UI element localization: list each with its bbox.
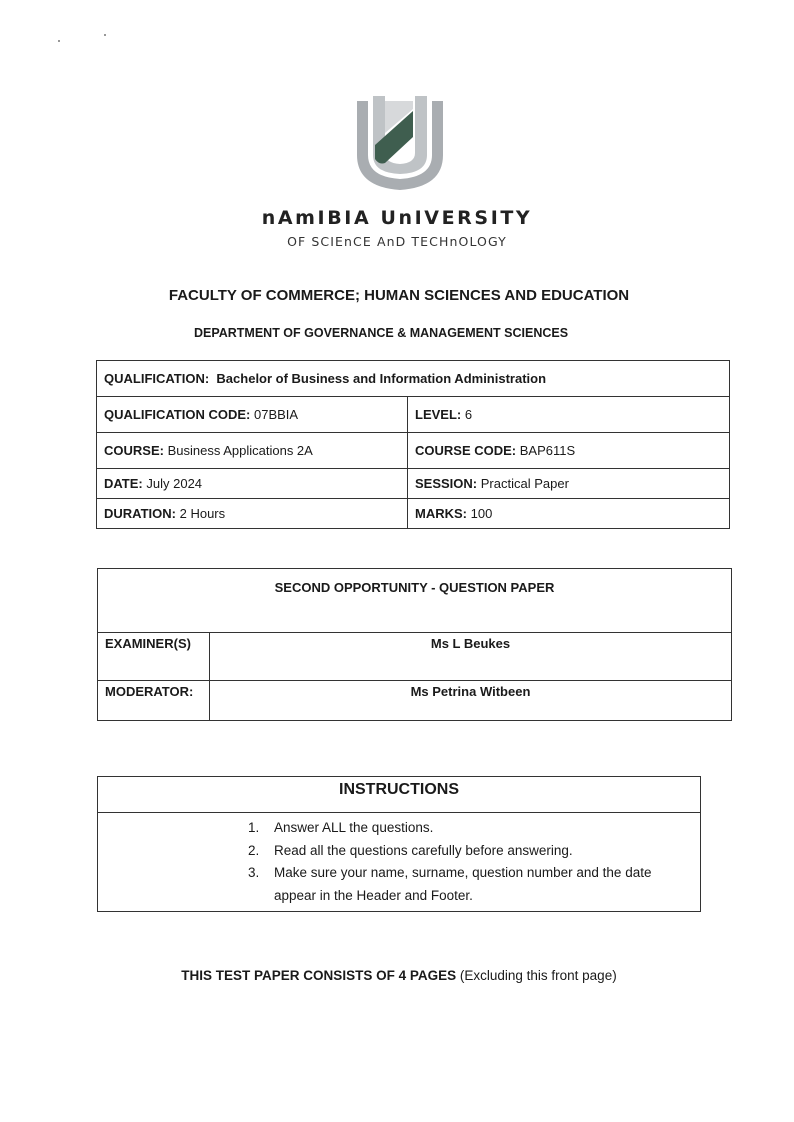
faculty-title: FACULTY OF COMMERCE; HUMAN SCIENCES AND EDUCATION — [168, 287, 630, 304]
level-label: LEVEL: — [415, 407, 462, 422]
instructions-list — [248, 817, 688, 907]
instruction-item — [248, 817, 688, 840]
course-code-label: COURSE CODE: — [415, 443, 517, 458]
course-value: Business Applications 2A — [167, 443, 313, 458]
duration-cell — [97, 499, 408, 529]
marks-cell — [408, 499, 730, 529]
qual-code-value: 07BBIA — [253, 407, 299, 422]
instruction-text: Answer ALL the questions. — [274, 820, 434, 835]
exam-info-table — [97, 568, 732, 721]
examiner-value: Ms L Beukes — [210, 633, 732, 681]
course-cell — [97, 433, 408, 469]
scan-speck — [104, 34, 106, 36]
session-cell — [408, 469, 730, 499]
date-value: July 2024 — [146, 476, 203, 491]
university-subtitle: OF SCIEnCE AnD TECHnOLOGY — [287, 234, 507, 249]
date-cell — [97, 469, 408, 499]
qualification-cell — [97, 361, 730, 397]
instructions-heading: INSTRUCTIONS — [98, 777, 700, 813]
examiner-label: EXAMINER(S) — [98, 633, 210, 681]
moderator-value: Ms Petrina Witbeen — [210, 681, 732, 721]
department-title: DEPARTMENT OF GOVERNANCE & MANAGEMENT SCIENCES — [193, 326, 569, 340]
instruction-number: 1. — [248, 820, 260, 835]
qualification-value: Bachelor of Business and Information Administration — [216, 371, 547, 386]
qual-code-cell — [97, 397, 408, 433]
marks-label: MARKS: — [415, 506, 467, 521]
marks-value: 100 — [470, 506, 493, 521]
level-cell — [408, 397, 730, 433]
instructions-box — [97, 776, 701, 912]
session-value: Practical Paper — [480, 476, 569, 491]
page-count-note — [0, 968, 794, 983]
course-code-cell — [408, 433, 730, 469]
date-label: DATE: — [104, 476, 143, 491]
instruction-text: Make sure your name, surname, question number and the date appear in the Header and Footer. — [274, 865, 652, 903]
scan-speck — [58, 40, 60, 42]
university-name: nAmIBIA UnIVERSITY — [261, 207, 533, 229]
course-code-value: BAP611S — [519, 443, 576, 458]
instruction-number: 3. — [248, 865, 260, 880]
course-label: COURSE: — [104, 443, 164, 458]
university-logo — [355, 93, 445, 193]
instruction-item — [248, 840, 688, 863]
qualification-label: QUALIFICATION: — [104, 371, 210, 386]
instruction-number: 2. — [248, 842, 260, 858]
instruction-text: Read all the questions carefully before answering. — [274, 842, 573, 858]
qual-code-label: QUALIFICATION CODE: — [104, 407, 251, 422]
exam-heading: SECOND OPPORTUNITY - QUESTION PAPER — [98, 569, 732, 633]
moderator-label: MODERATOR: — [98, 681, 210, 721]
duration-label: DURATION: — [104, 506, 176, 521]
level-value: 6 — [464, 407, 473, 422]
page-count-bold: THIS TEST PAPER CONSISTS OF 4 PAGES — [181, 968, 457, 983]
instruction-item — [248, 862, 688, 907]
session-label: SESSION: — [415, 476, 478, 491]
page-count-normal: (Excluding this front page) — [459, 968, 617, 983]
duration-value: 2 Hours — [179, 506, 226, 521]
qualification-table — [96, 360, 730, 529]
